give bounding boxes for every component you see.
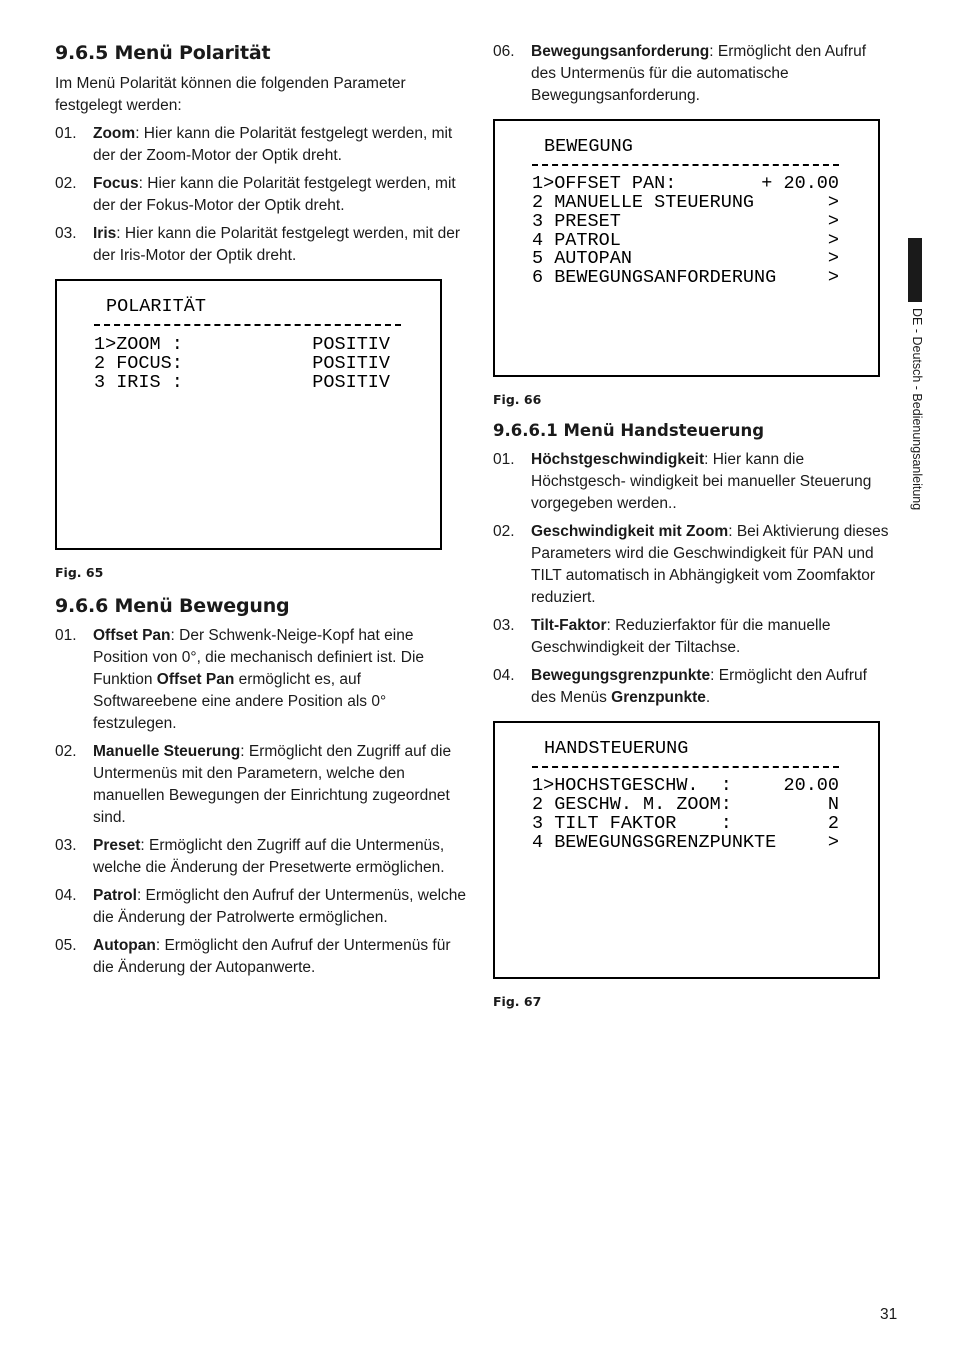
page-number: 31 (880, 1306, 898, 1323)
list-item: 03. Iris: Hier kann die Polarität festgelegt werden, mit der der Iris-Motor der Optik dreht. (55, 225, 461, 264)
list-item: 02. Geschwindigkeit mit Zoom: Bei Aktivierung dieses Parameters wird die Geschwindigkeit für PAN und TILT automatisch in Abhängigkeit vom Zoomfaktor reduziert. (493, 523, 889, 606)
bewegung-list-continued (493, 41, 893, 113)
screen-row: 4 PATROL > (532, 230, 839, 251)
screen-row: 1>HOCHSTGESCHW. : 20.00 (532, 775, 839, 796)
language-tab-marker (908, 238, 922, 302)
screen-row: 2 FOCUS: POSITIV (94, 353, 390, 374)
side-language-label: DE - Deutsch - Bedienungsanleitung (910, 308, 924, 511)
section-966-heading: 9.6.6 Menü Bewegung (55, 595, 290, 617)
list-item: 03. Tilt-Faktor: Reduzierfaktor für die manuelle Geschwindigkeit der Tiltachse. (493, 617, 831, 656)
screen-title: BEWEGUNG (544, 136, 633, 157)
section-965-heading: 9.6.5 Menü Polarität (55, 42, 271, 64)
list-item: 01. Höchstgeschwindigkeit: Hier kann die Höchstgesch- windigkeit bei manueller Steuerung vorgegeben werden.. (493, 451, 872, 512)
screen-row: 1>ZOOM : POSITIV (94, 334, 390, 355)
list-item: 02. Manuelle Steuerung: Ermöglicht den Zugriff auf die Untermenüs mit den Parametern, welche den manuellen Bewegungen der Einrichtung zugeordnet sind. (55, 743, 452, 826)
handsteuerung-osd-screen (493, 721, 880, 979)
handsteuerung-list (493, 449, 893, 715)
list-item: 06. Bewegungsanforderung: Ermöglicht den Aufruf des Untermenüs für die automatische Bewegungsanforderung. (493, 43, 867, 104)
fig65-caption: Fig. 65 (55, 565, 104, 580)
screen-row: 3 TILT FAKTOR : 2 (532, 813, 839, 834)
fig66-caption: Fig. 66 (493, 392, 542, 407)
screen-divider (532, 164, 839, 166)
polaritaet-list (55, 123, 467, 273)
bewegung-osd-screen (493, 119, 880, 377)
section-965-intro: Im Menü Polarität können die folgenden Parameter festgelegt werden: (55, 75, 406, 114)
list-item: 02. Focus: Hier kann die Polarität festgelegt werden, mit der der Fokus-Motor der Optik dreht. (55, 175, 456, 214)
screen-row: 1>OFFSET PAN: + 20.00 (532, 173, 839, 194)
screen-row: 3 PRESET > (532, 211, 839, 232)
list-item: 01. Offset Pan: Der Schwenk-Neige-Kopf hat eine Position von 0°, die mechanisch definiert ist. Die Funktion Offset Pan ermöglicht es, auf Softwareebene eine andere Position als 0° festzulegen. (55, 627, 425, 732)
screen-row: 5 AUTOPAN > (532, 248, 839, 269)
screen-row: 2 MANUELLE STEUERUNG > (532, 192, 839, 213)
screen-row: 3 IRIS : POSITIV (94, 372, 390, 393)
polaritaet-osd-screen (55, 279, 442, 550)
list-item: 04. Patrol: Ermöglicht den Aufruf der Untermenüs, welche die Änderung der Patrolwerte ermöglichen. (55, 887, 467, 926)
screen-title: HANDSTEUERUNG (544, 738, 689, 759)
list-item: 01. Zoom: Hier kann die Polarität festgelegt werden, mit der der Zoom-Motor der Optik dreht. (55, 125, 453, 164)
list-item: 04. Bewegungsgrenzpunkte: Ermöglicht den Aufruf des Menüs Grenzpunkte. (493, 667, 867, 706)
bewegung-list (55, 625, 467, 985)
list-item: 05. Autopan: Ermöglicht den Aufruf der Untermenüs für die Änderung der Autopanwerte. (55, 937, 451, 976)
screen-row: 6 BEWEGUNGSANFORDERUNG > (532, 267, 839, 288)
screen-row: 4 BEWEGUNGSGRENZPUNKTE > (532, 832, 839, 853)
screen-title: POLARITÄT (106, 296, 206, 317)
screen-row: 2 GESCHW. M. ZOOM: N (532, 794, 839, 815)
section-9661-heading: 9.6.6.1 Menü Handsteuerung (493, 421, 765, 440)
screen-divider (532, 766, 839, 768)
screen-divider (94, 324, 401, 326)
fig67-caption: Fig. 67 (493, 994, 542, 1009)
list-item: 03. Preset: Ermöglicht den Zugriff auf die Untermenüs, welche die Änderung der Presetwerte ermöglichen. (55, 837, 445, 876)
